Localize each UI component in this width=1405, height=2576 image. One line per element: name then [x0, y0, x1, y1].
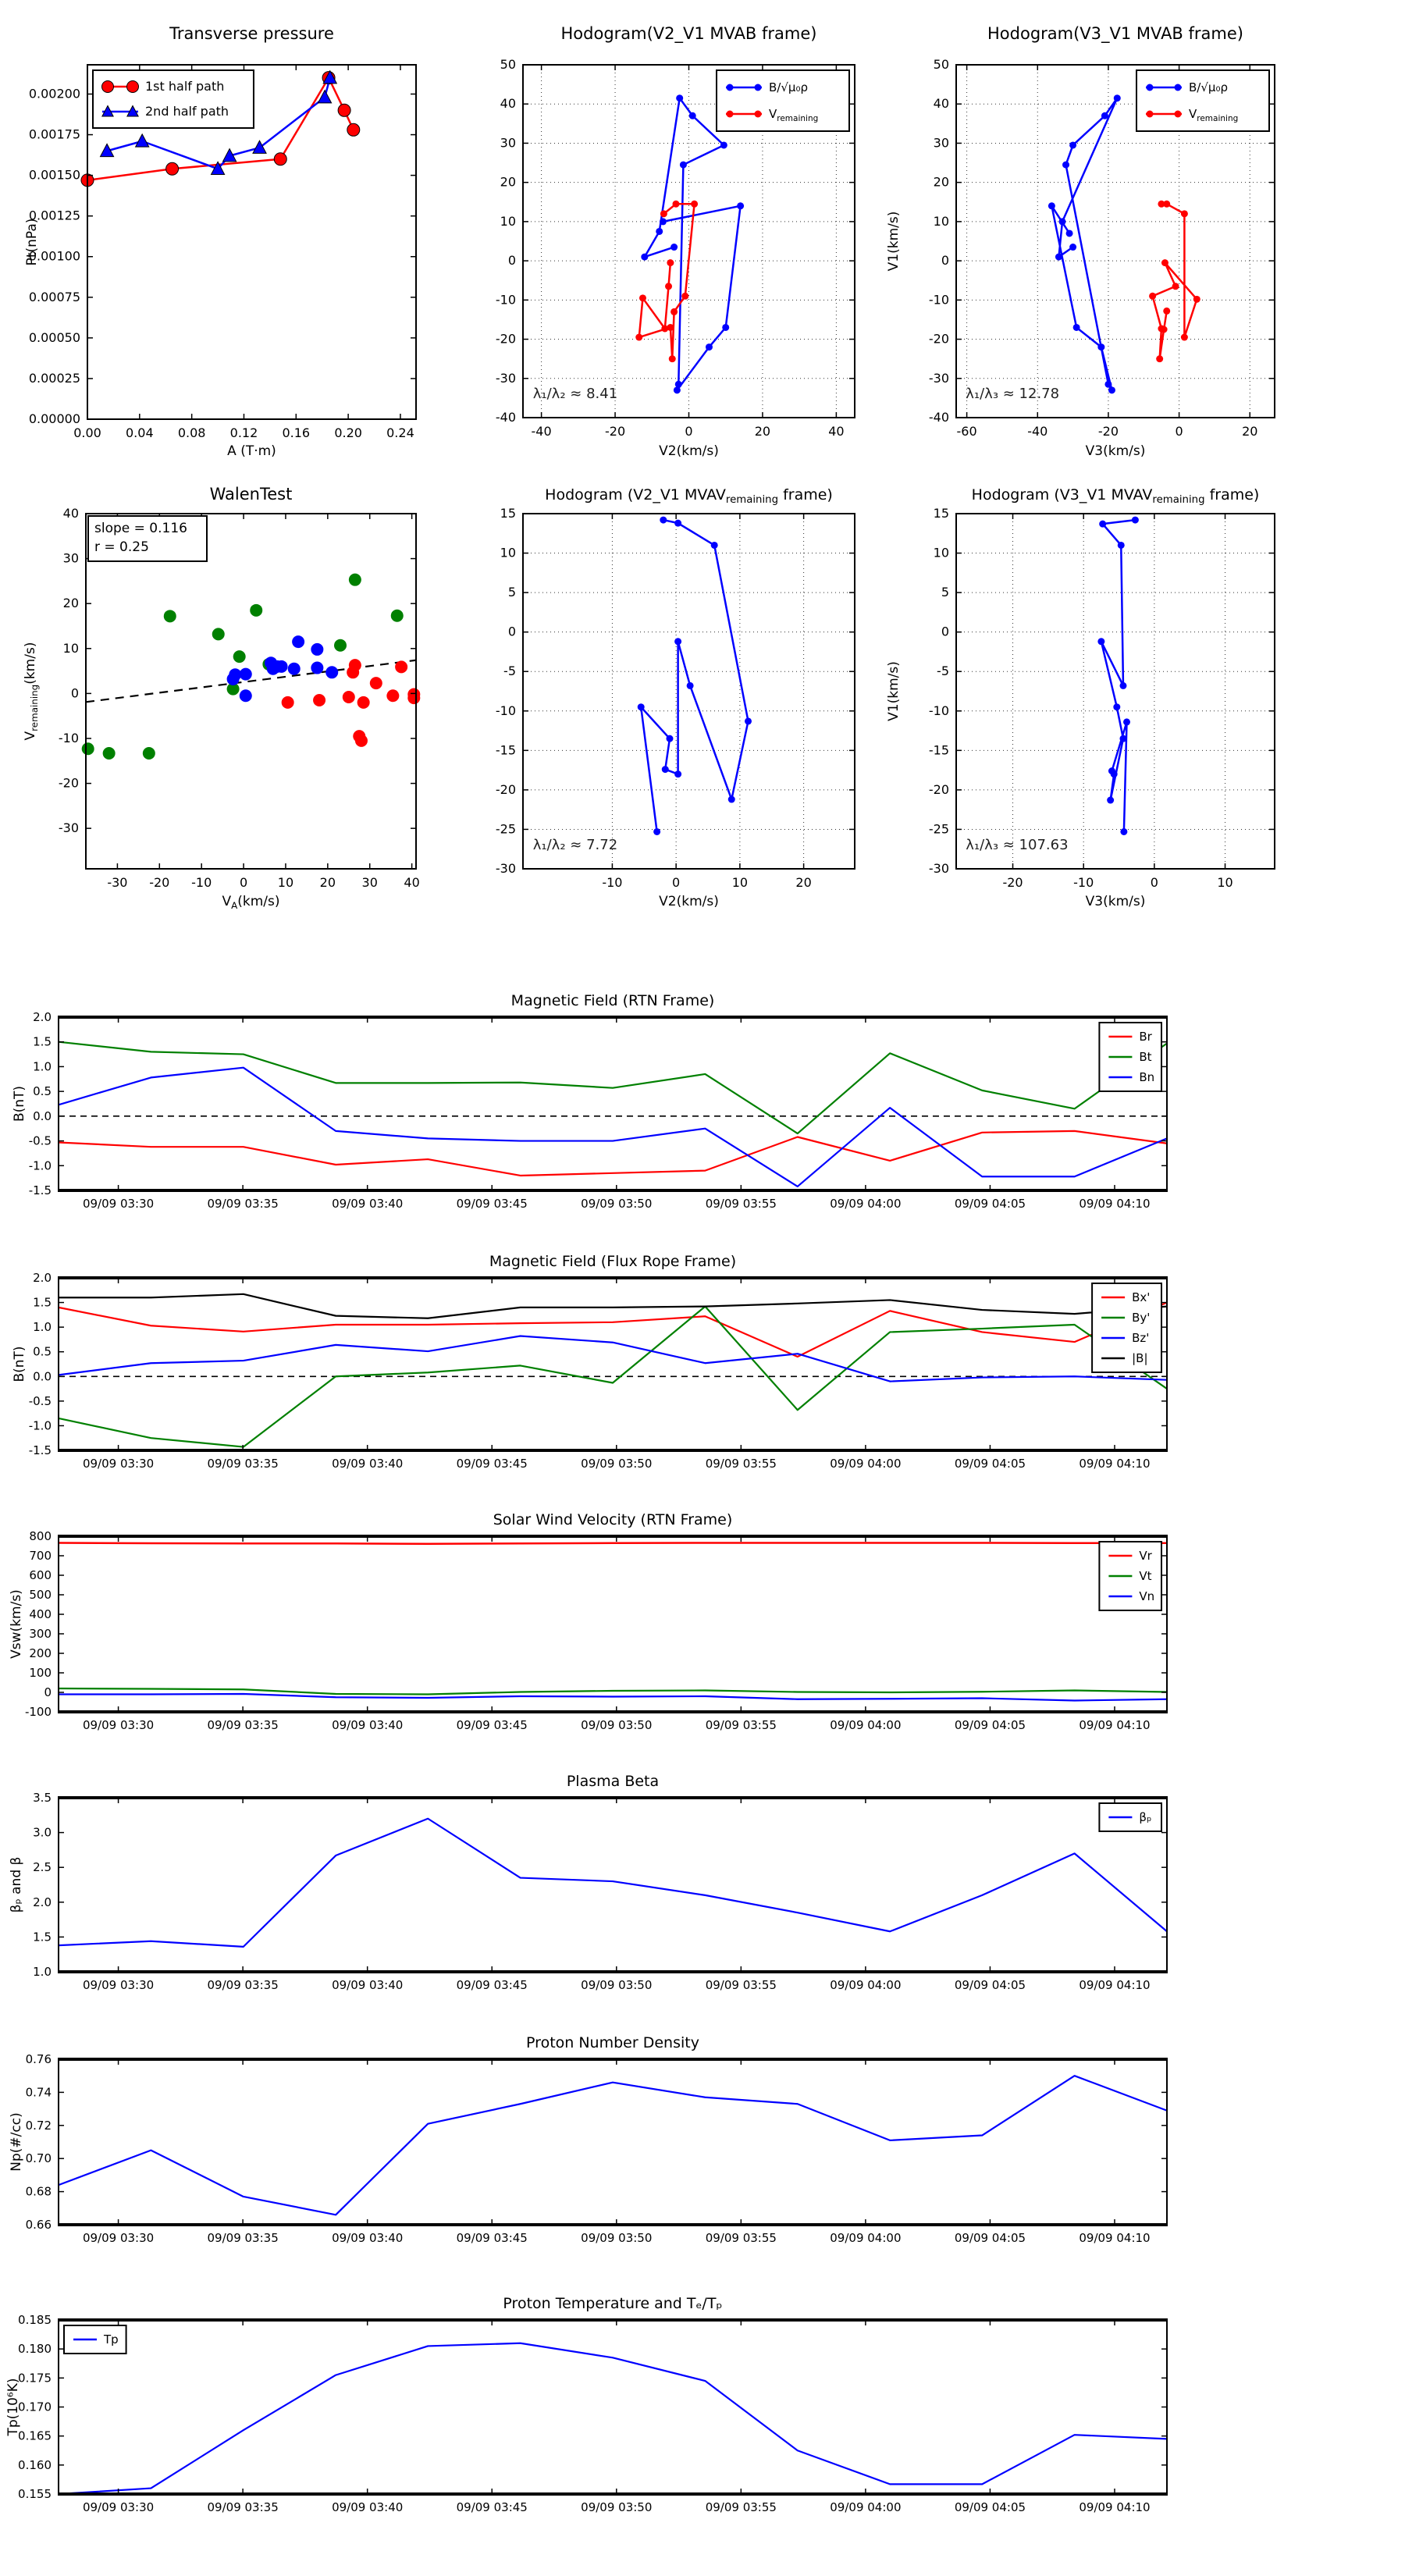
- svg-text:09/09 04:05: 09/09 04:05: [954, 1197, 1026, 1211]
- svg-text:-100: -100: [24, 1705, 52, 1719]
- svg-text:0.72: 0.72: [25, 2118, 52, 2133]
- legend-label: Br: [1139, 1030, 1152, 1044]
- svg-text:09/09 03:45: 09/09 03:45: [456, 1457, 528, 1471]
- legend-label: Vn: [1139, 1589, 1155, 1603]
- svg-text:09/09 03:55: 09/09 03:55: [705, 2231, 777, 2245]
- y-axis-label: Np(#/cc): [9, 2112, 24, 2172]
- svg-text:10: 10: [62, 640, 79, 656]
- x-axis-label: V3(km/s): [1085, 894, 1146, 909]
- svg-text:20: 20: [754, 424, 771, 439]
- svg-text:09/09 04:00: 09/09 04:00: [830, 1457, 902, 1471]
- scatter-point: [212, 628, 225, 640]
- annotation: λ₁/λ₃ ≈ 12.78: [966, 386, 1060, 403]
- svg-text:0.5: 0.5: [33, 1344, 52, 1359]
- svg-text:09/09 04:00: 09/09 04:00: [830, 1978, 902, 1992]
- legend-label: Bn: [1139, 1070, 1155, 1084]
- legend-label: B/√μ₀ρ: [769, 80, 808, 94]
- svg-text:2.0: 2.0: [33, 1271, 52, 1285]
- svg-text:09/09 04:05: 09/09 04:05: [954, 1978, 1026, 1992]
- svg-text:0.00100: 0.00100: [28, 248, 80, 264]
- svg-text:0.180: 0.180: [18, 2342, 52, 2357]
- chart-transverse-pressure: [24, 24, 417, 459]
- x-axis-label: A (T·m): [227, 443, 276, 459]
- svg-text:0: 0: [507, 253, 516, 269]
- svg-text:0.185: 0.185: [18, 2313, 52, 2327]
- chart-proton-temperature: [5, 2295, 1168, 2514]
- scatter-point: [311, 662, 323, 674]
- svg-text:10: 10: [933, 213, 949, 229]
- svg-text:50: 50: [500, 57, 516, 72]
- scatter-point: [311, 643, 323, 656]
- chart-solar-wind-velocity: [9, 1511, 1168, 1732]
- scatter-point: [240, 668, 252, 681]
- chart-title: Proton Number Density: [526, 2034, 699, 2051]
- svg-text:09/09 03:45: 09/09 03:45: [456, 1978, 528, 1992]
- svg-text:0.0: 0.0: [33, 1108, 52, 1123]
- svg-text:09/09 03:55: 09/09 03:55: [705, 1457, 777, 1471]
- svg-text:3.5: 3.5: [33, 1791, 52, 1805]
- svg-text:09/09 03:40: 09/09 03:40: [332, 2500, 404, 2514]
- svg-text:09/09 03:45: 09/09 03:45: [456, 1718, 528, 1732]
- svg-text:09/09 03:50: 09/09 03:50: [581, 2231, 653, 2245]
- scatter-point: [282, 696, 294, 709]
- svg-text:0.165: 0.165: [18, 2428, 52, 2443]
- svg-text:09/09 03:50: 09/09 03:50: [581, 1197, 653, 1211]
- svg-text:0: 0: [44, 1685, 52, 1699]
- legend: [93, 70, 254, 128]
- svg-text:0: 0: [1175, 424, 1183, 439]
- chart-walen-test: [23, 485, 420, 911]
- svg-text:-30: -30: [495, 370, 516, 386]
- svg-text:-0.5: -0.5: [28, 1393, 52, 1408]
- svg-text:-30: -30: [928, 861, 949, 876]
- chart-hodogram-v2v1-mvav: [496, 486, 855, 909]
- svg-text:09/09 04:10: 09/09 04:10: [1079, 1197, 1151, 1211]
- svg-text:09/09 04:00: 09/09 04:00: [830, 2231, 902, 2245]
- svg-text:-10: -10: [928, 703, 949, 718]
- svg-text:-15: -15: [495, 742, 516, 758]
- svg-text:50: 50: [933, 57, 949, 72]
- svg-text:-30: -30: [58, 820, 79, 836]
- legend: [1136, 70, 1269, 131]
- svg-text:40: 40: [404, 875, 420, 890]
- svg-text:20: 20: [795, 875, 812, 890]
- annotation: λ₁/λ₃ ≈ 107.63: [966, 836, 1069, 853]
- svg-text:0.00200: 0.00200: [28, 86, 80, 101]
- svg-text:10: 10: [500, 213, 516, 229]
- svg-text:09/09 03:35: 09/09 03:35: [207, 2231, 279, 2245]
- svg-text:-20: -20: [928, 781, 949, 797]
- svg-text:09/09 03:55: 09/09 03:55: [705, 1197, 777, 1211]
- legend: [717, 70, 849, 131]
- scatter-point: [250, 604, 262, 617]
- svg-text:09/09 04:00: 09/09 04:00: [830, 1197, 902, 1211]
- chart-hodogram-v2v1-mvab: [496, 24, 855, 459]
- svg-text:09/09 04:10: 09/09 04:10: [1079, 2500, 1151, 2514]
- svg-text:09/09 04:00: 09/09 04:00: [830, 1718, 902, 1732]
- svg-text:09/09 03:50: 09/09 03:50: [581, 1978, 653, 1992]
- svg-text:-60: -60: [956, 424, 977, 439]
- chart-title: Hodogram(V3_V1 MVAB frame): [987, 24, 1243, 43]
- scatter-point: [347, 666, 359, 678]
- y-axis-label: $V_{remaining}(km/s)$: [23, 642, 40, 741]
- annotation: λ₁/λ₂ ≈ 7.72: [532, 836, 618, 853]
- svg-text:0.155: 0.155: [18, 2487, 52, 2501]
- svg-text:0.00150: 0.00150: [28, 167, 80, 183]
- svg-text:09/09 04:05: 09/09 04:05: [954, 2500, 1026, 2514]
- svg-text:09/09 03:35: 09/09 03:35: [207, 1197, 279, 1211]
- svg-text:09/09 03:40: 09/09 03:40: [332, 1978, 404, 1992]
- svg-text:-25: -25: [495, 821, 516, 837]
- svg-text:5: 5: [941, 585, 949, 600]
- scatter-point: [103, 747, 116, 760]
- svg-text:40: 40: [62, 506, 79, 521]
- svg-text:40: 40: [500, 96, 516, 112]
- svg-text:09/09 03:35: 09/09 03:35: [207, 1457, 279, 1471]
- scatter-point: [357, 696, 370, 709]
- svg-text:0.5: 0.5: [33, 1084, 52, 1099]
- svg-text:0.68: 0.68: [25, 2184, 52, 2199]
- chart-magnetic-field-flux-rope: [12, 1253, 1168, 1471]
- svg-text:0.16: 0.16: [282, 425, 311, 440]
- svg-text:09/09 03:55: 09/09 03:55: [705, 1978, 777, 1992]
- svg-text:09/09 03:35: 09/09 03:35: [207, 1718, 279, 1732]
- y-axis-label: V1(km/s): [886, 211, 902, 272]
- svg-text:0.24: 0.24: [386, 425, 414, 440]
- svg-text:09/09 04:10: 09/09 04:10: [1079, 1718, 1151, 1732]
- y-axis-label: Vsw(km/s): [9, 1589, 24, 1659]
- svg-text:0: 0: [70, 685, 79, 701]
- svg-text:09/09 04:05: 09/09 04:05: [954, 2231, 1026, 2245]
- svg-text:09/09 03:40: 09/09 03:40: [332, 1197, 404, 1211]
- scatter-point: [82, 742, 94, 755]
- svg-text:800: 800: [29, 1529, 52, 1543]
- svg-text:-1.5: -1.5: [28, 1183, 52, 1197]
- scatter-point: [386, 689, 399, 702]
- legend-label: $V_{remaining}$: [1189, 107, 1239, 123]
- y-axis-label: Tp(10⁶K): [5, 2378, 21, 2436]
- legend-label: 2nd half path: [145, 104, 229, 119]
- svg-text:-20: -20: [495, 781, 516, 797]
- svg-text:-20: -20: [604, 424, 626, 439]
- svg-text:0: 0: [672, 875, 681, 890]
- legend-label: Vr: [1139, 1549, 1152, 1563]
- svg-text:10: 10: [933, 545, 949, 560]
- svg-text:30: 30: [361, 875, 378, 890]
- legend-label: B/√μ₀ρ: [1189, 80, 1228, 94]
- scatter-point: [370, 677, 382, 689]
- svg-text:09/09 03:55: 09/09 03:55: [705, 1718, 777, 1732]
- svg-text:-5: -5: [937, 664, 949, 679]
- svg-text:30: 30: [62, 550, 79, 566]
- svg-text:5: 5: [507, 585, 516, 600]
- svg-text:1.0: 1.0: [33, 1320, 52, 1335]
- svg-text:10: 10: [500, 545, 516, 560]
- svg-text:-10: -10: [58, 730, 79, 745]
- legend: [1099, 1023, 1161, 1091]
- svg-text:10: 10: [1217, 875, 1233, 890]
- svg-text:10: 10: [277, 875, 294, 890]
- svg-text:20: 20: [1242, 424, 1258, 439]
- svg-text:0.70: 0.70: [25, 2151, 52, 2166]
- chart-title: Proton Temperature and Tₑ/Tₚ: [503, 2295, 723, 2312]
- svg-text:-5: -5: [503, 664, 516, 679]
- svg-text:-20: -20: [58, 775, 79, 791]
- svg-text:09/09 03:40: 09/09 03:40: [332, 2231, 404, 2245]
- svg-text:09/09 03:30: 09/09 03:30: [82, 1457, 155, 1471]
- svg-text:20: 20: [500, 174, 516, 190]
- stats-line: r = 0.25: [94, 539, 149, 555]
- chart-hodogram-v3v1-mvab: [886, 24, 1275, 459]
- legend: [1099, 1803, 1161, 1831]
- chart-title: Transverse pressure: [169, 24, 334, 43]
- svg-text:1.5: 1.5: [33, 1034, 52, 1049]
- svg-text:-20: -20: [1097, 424, 1119, 439]
- svg-text:09/09 03:55: 09/09 03:55: [705, 2500, 777, 2514]
- svg-text:-40: -40: [531, 424, 552, 439]
- svg-text:0.00075: 0.00075: [28, 289, 80, 304]
- y-axis-label: Pt(nPa): [24, 218, 40, 266]
- svg-text:09/09 04:10: 09/09 04:10: [1079, 2231, 1151, 2245]
- svg-text:20: 20: [62, 596, 79, 611]
- svg-text:0: 0: [1150, 875, 1158, 890]
- svg-text:-10: -10: [191, 875, 212, 890]
- svg-text:-40: -40: [495, 410, 516, 425]
- svg-text:-10: -10: [495, 292, 516, 308]
- scatter-point: [313, 694, 325, 706]
- svg-text:600: 600: [29, 1568, 52, 1582]
- svg-text:-10: -10: [928, 292, 949, 308]
- scatter-point: [334, 639, 347, 652]
- x-axis-label: V3(km/s): [1085, 443, 1146, 459]
- svg-text:09/09 03:50: 09/09 03:50: [581, 1457, 653, 1471]
- svg-text:09/09 03:40: 09/09 03:40: [332, 1457, 404, 1471]
- svg-text:09/09 03:50: 09/09 03:50: [581, 2500, 653, 2514]
- svg-text:100: 100: [29, 1666, 52, 1680]
- scatter-point: [276, 660, 288, 673]
- legend: [1092, 1283, 1161, 1372]
- scatter-point: [164, 610, 176, 622]
- svg-text:09/09 03:45: 09/09 03:45: [456, 2500, 528, 2514]
- svg-text:-10: -10: [495, 703, 516, 718]
- legend: [1099, 1542, 1161, 1610]
- svg-text:-20: -20: [495, 331, 516, 347]
- svg-text:-40: -40: [928, 410, 949, 425]
- svg-text:30: 30: [933, 135, 949, 151]
- svg-text:1.5: 1.5: [33, 1930, 52, 1944]
- svg-text:0.00175: 0.00175: [28, 126, 80, 142]
- legend-label: By': [1132, 1311, 1151, 1325]
- svg-text:0: 0: [685, 424, 693, 439]
- chart-title: Hodogram (V2_V1 $MVAV_{remaining}$ frame): [545, 486, 833, 506]
- svg-text:3.0: 3.0: [33, 1825, 52, 1840]
- legend-label: βₚ: [1139, 1810, 1152, 1824]
- legend-label: 1st half path: [145, 79, 225, 94]
- legend-label: Vt: [1139, 1569, 1152, 1583]
- svg-text:0.170: 0.170: [18, 2400, 52, 2414]
- legend-label: Tp: [104, 2332, 119, 2347]
- svg-text:-1.0: -1.0: [28, 1418, 52, 1433]
- svg-text:20: 20: [319, 875, 336, 890]
- scatter-point: [292, 635, 304, 648]
- svg-text:0.08: 0.08: [177, 425, 206, 440]
- svg-text:09/09 03:45: 09/09 03:45: [456, 1197, 528, 1211]
- scatter-point: [233, 650, 246, 663]
- svg-text:200: 200: [29, 1646, 52, 1660]
- chart-title: WalenTest: [209, 485, 293, 503]
- scatter-point: [343, 691, 355, 703]
- legend-label: |B|: [1132, 1351, 1148, 1365]
- svg-text:15: 15: [500, 506, 516, 521]
- y-axis-label: V1(km/s): [886, 661, 902, 721]
- svg-text:-1.0: -1.0: [28, 1158, 52, 1173]
- chart-title: Hodogram(V2_V1 MVAB frame): [560, 24, 817, 43]
- chart-title: Solar Wind Velocity (RTN Frame): [493, 1511, 733, 1528]
- svg-text:09/09 03:35: 09/09 03:35: [207, 2500, 279, 2514]
- chart-magnetic-field-rtn: [12, 992, 1168, 1211]
- svg-text:-30: -30: [495, 861, 516, 876]
- svg-text:0: 0: [941, 253, 949, 269]
- scatter-point: [288, 663, 301, 675]
- svg-text:40: 40: [933, 96, 949, 112]
- svg-text:0.160: 0.160: [18, 2457, 52, 2472]
- svg-text:15: 15: [933, 506, 949, 521]
- scatter-point: [355, 735, 368, 747]
- legend: [64, 2325, 126, 2354]
- svg-text:09/09 04:05: 09/09 04:05: [954, 1718, 1026, 1732]
- svg-text:0.76: 0.76: [25, 2052, 52, 2066]
- scatter-point: [143, 747, 155, 760]
- x-axis-label: V2(km/s): [659, 894, 719, 909]
- svg-text:09/09 04:10: 09/09 04:10: [1079, 1978, 1151, 1992]
- chart-title: Magnetic Field (RTN Frame): [510, 992, 715, 1009]
- svg-text:400: 400: [29, 1607, 52, 1621]
- legend-label: Bx': [1132, 1290, 1151, 1304]
- svg-text:0.00000: 0.00000: [28, 411, 80, 426]
- legend-label: $V_{remaining}$: [769, 107, 819, 123]
- svg-text:2.0: 2.0: [33, 1895, 52, 1909]
- stats-line: slope = 0.116: [94, 521, 187, 536]
- svg-text:10: 10: [731, 875, 749, 890]
- svg-text:0.00025: 0.00025: [28, 370, 80, 386]
- svg-text:2.5: 2.5: [33, 1860, 52, 1875]
- legend-label: Bt: [1139, 1050, 1152, 1064]
- svg-text:09/09 04:00: 09/09 04:00: [830, 2500, 902, 2514]
- svg-text:300: 300: [29, 1627, 52, 1641]
- scatter-point: [391, 610, 404, 622]
- svg-text:-20: -20: [928, 331, 949, 347]
- svg-text:1.0: 1.0: [33, 1965, 52, 1979]
- svg-text:-15: -15: [928, 742, 949, 758]
- svg-text:09/09 04:10: 09/09 04:10: [1079, 1457, 1151, 1471]
- svg-text:0.20: 0.20: [334, 425, 362, 440]
- svg-text:-1.5: -1.5: [28, 1443, 52, 1457]
- svg-text:0.12: 0.12: [229, 425, 258, 440]
- svg-text:-20: -20: [149, 875, 170, 890]
- y-axis-label: B(nT): [12, 1085, 27, 1123]
- svg-text:0.04: 0.04: [126, 425, 154, 440]
- svg-text:-25: -25: [928, 821, 949, 837]
- svg-text:09/09 04:05: 09/09 04:05: [954, 1457, 1026, 1471]
- svg-text:0: 0: [507, 624, 516, 639]
- svg-text:20: 20: [933, 174, 949, 190]
- annotation: λ₁/λ₂ ≈ 8.41: [532, 386, 618, 403]
- svg-text:09/09 03:30: 09/09 03:30: [82, 1197, 155, 1211]
- svg-text:-10: -10: [1073, 875, 1094, 890]
- svg-text:09/09 03:30: 09/09 03:30: [82, 1978, 155, 1992]
- svg-text:-10: -10: [602, 875, 623, 890]
- svg-text:0: 0: [239, 875, 248, 890]
- svg-text:0.74: 0.74: [25, 2085, 52, 2100]
- chart-plasma-beta: [9, 1773, 1168, 1992]
- svg-text:0.175: 0.175: [18, 2371, 52, 2386]
- svg-text:500: 500: [29, 1588, 52, 1602]
- svg-text:1.5: 1.5: [33, 1295, 52, 1310]
- svg-text:-40: -40: [1027, 424, 1048, 439]
- svg-text:0.00125: 0.00125: [28, 208, 80, 223]
- y-axis-label: B(nT): [12, 1346, 27, 1382]
- svg-text:09/09 03:30: 09/09 03:30: [82, 2231, 155, 2245]
- y-axis-label: βₚ and β: [9, 1856, 24, 1913]
- chart-proton-number-density: [9, 2034, 1168, 2245]
- scatter-point: [240, 689, 252, 702]
- svg-text:-30: -30: [107, 875, 128, 890]
- scatter-point: [325, 666, 338, 678]
- scatter-point: [349, 574, 361, 586]
- svg-text:-20: -20: [1002, 875, 1023, 890]
- svg-text:09/09 03:40: 09/09 03:40: [332, 1718, 404, 1732]
- svg-text:09/09 03:30: 09/09 03:30: [82, 1718, 155, 1732]
- svg-text:0.00050: 0.00050: [28, 329, 80, 345]
- x-axis-label: V2(km/s): [659, 443, 719, 459]
- svg-text:-0.5: -0.5: [28, 1133, 52, 1148]
- svg-text:09/09 03:45: 09/09 03:45: [456, 2231, 528, 2245]
- legend-label: Bz': [1132, 1331, 1150, 1345]
- chart-title: Magnetic Field (Flux Rope Frame): [489, 1253, 737, 1270]
- svg-text:1.0: 1.0: [33, 1059, 52, 1074]
- svg-text:0.0: 0.0: [33, 1369, 52, 1384]
- svg-text:0.66: 0.66: [25, 2218, 52, 2232]
- svg-text:40: 40: [828, 424, 845, 439]
- svg-text:-30: -30: [928, 370, 949, 386]
- x-axis-label: $V_A(km/s)$: [222, 894, 280, 911]
- svg-text:2.0: 2.0: [33, 1010, 52, 1024]
- svg-text:700: 700: [29, 1549, 52, 1563]
- svg-text:30: 30: [500, 135, 516, 151]
- chart-title: Plasma Beta: [566, 1773, 660, 1790]
- svg-text:09/09 03:30: 09/09 03:30: [82, 2500, 155, 2514]
- svg-text:0: 0: [941, 624, 949, 639]
- svg-text:09/09 03:35: 09/09 03:35: [207, 1978, 279, 1992]
- chart-title: Hodogram (V3_V1 $MVAV_{remaining}$ frame): [971, 486, 1260, 506]
- svg-text:0.00: 0.00: [73, 425, 101, 440]
- chart-hodogram-v3v1-mvav: [886, 486, 1275, 909]
- scatter-point: [395, 660, 407, 673]
- svg-text:09/09 03:50: 09/09 03:50: [581, 1718, 653, 1732]
